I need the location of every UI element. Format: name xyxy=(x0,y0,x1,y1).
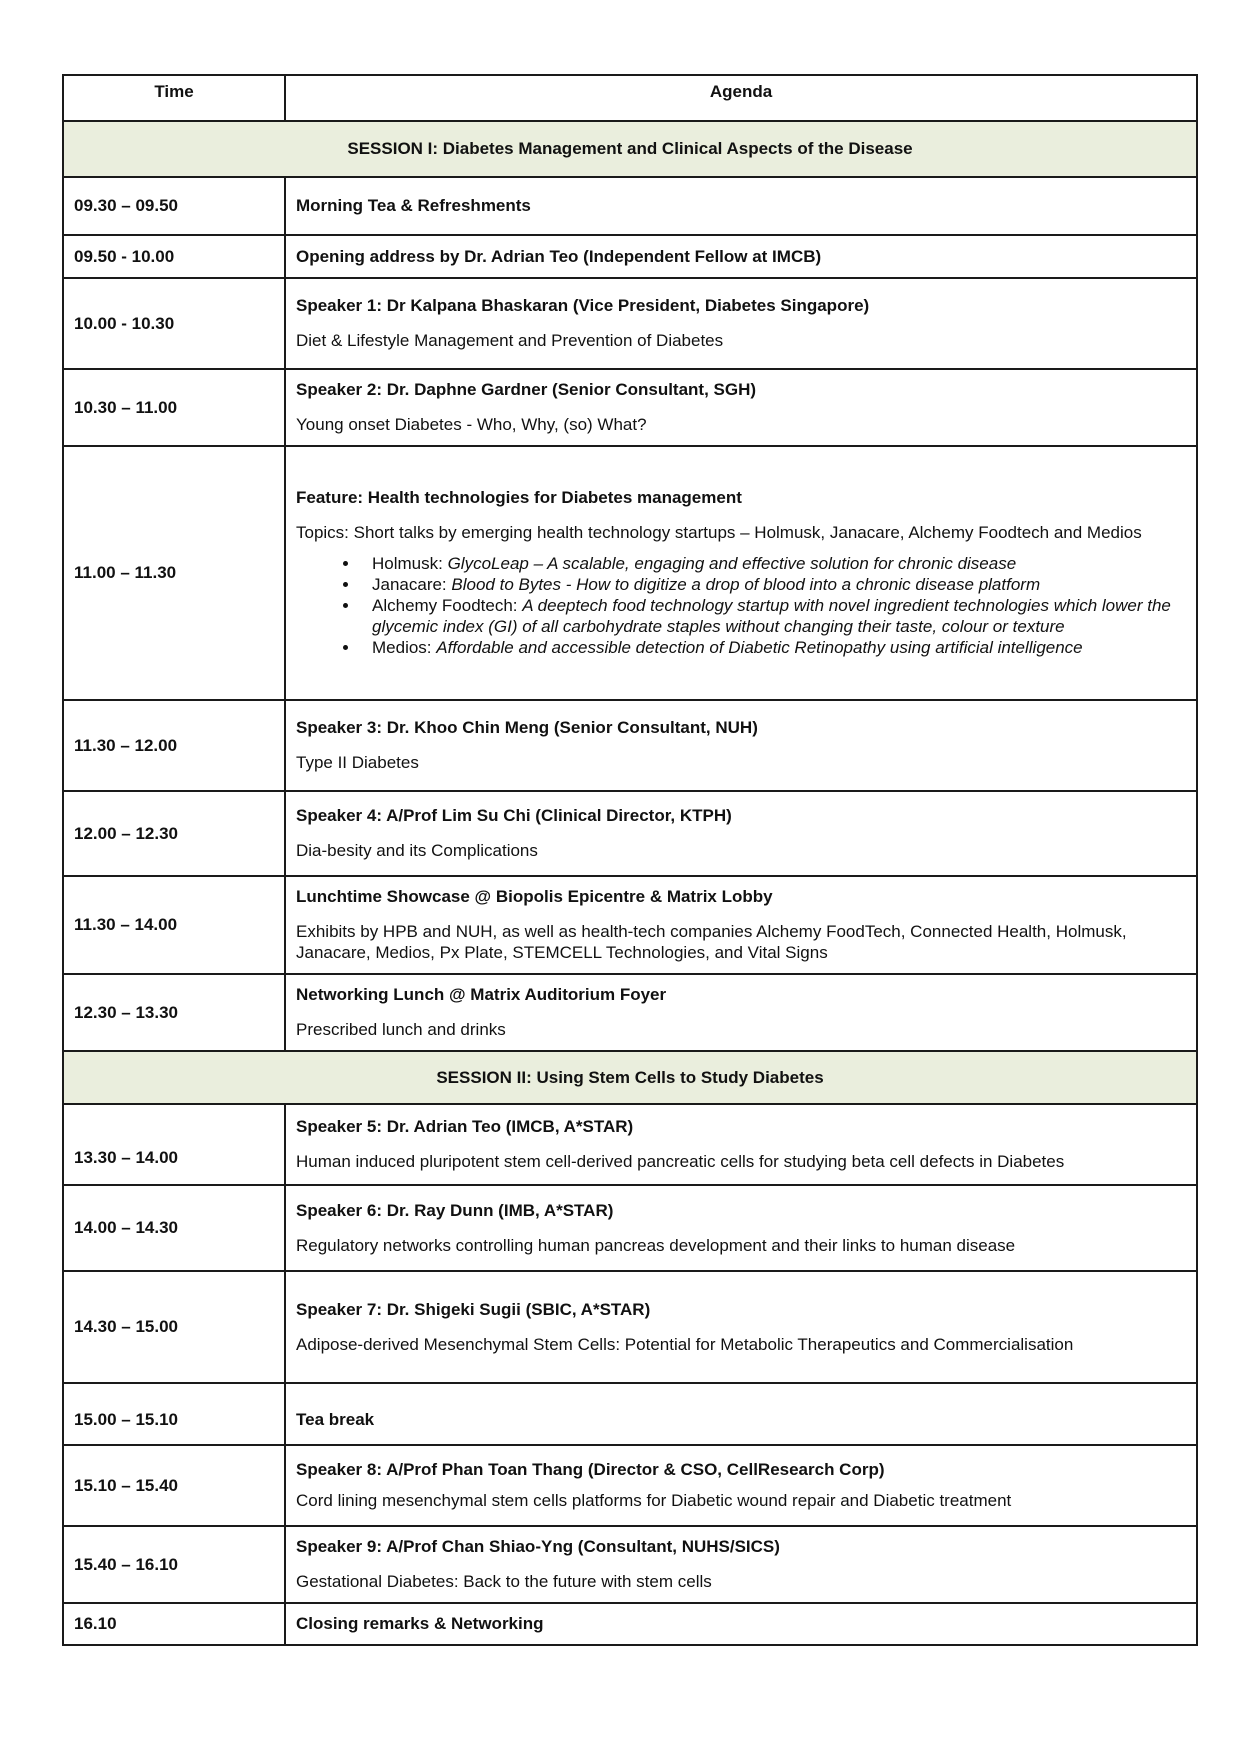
agenda-row xyxy=(63,1445,1197,1526)
row-description: Diet & Lifestyle Management and Prevention of Diabetes xyxy=(296,331,724,350)
header-row xyxy=(63,75,1197,121)
agenda-row xyxy=(63,1185,1197,1271)
row-description: Human induced pluripotent stem cell-derived pancreatic cells for studying beta cell defects in Diabetes xyxy=(296,1152,1065,1171)
row-agenda xyxy=(285,876,1197,974)
row-time: 14.00 – 14.30 xyxy=(63,1185,285,1271)
row-time: 11.00 – 11.30 xyxy=(63,446,285,700)
agenda-row xyxy=(63,1104,1197,1185)
row-title: Speaker 9: A/Prof Chan Shiao-Yng (Consultant, NUHS/SICS) xyxy=(296,1537,780,1556)
row-description: Exhibits by HPB and NUH, as well as health-tech companies Alchemy FoodTech, Connected Health, Holmusk, Janacare, Medios, Px Plate, STEMCELL Technologies, and Vital Signs xyxy=(296,922,1127,962)
agenda-row xyxy=(63,446,1197,700)
list-item: • Alchemy Foodtech: A deeptech food technology startup with novel ingredient technologies which lower the glycemic index (GI) of all carbohydrate staples without changing their taste, colour or texture xyxy=(360,595,1186,637)
row-title: Closing remarks & Networking xyxy=(296,1614,544,1633)
row-title: Morning Tea & Refreshments xyxy=(296,196,531,215)
row-agenda xyxy=(285,1445,1197,1526)
agenda-row xyxy=(63,876,1197,974)
agenda-row xyxy=(63,1383,1197,1445)
row-agenda xyxy=(285,1383,1197,1445)
row-title: Speaker 8: A/Prof Phan Toan Thang (Director & CSO, CellResearch Corp) xyxy=(296,1460,885,1479)
row-title: Networking Lunch @ Matrix Auditorium Foyer xyxy=(296,985,667,1004)
row-title: Speaker 2: Dr. Daphne Gardner (Senior Consultant, SGH) xyxy=(296,380,757,399)
row-time: 09.50 - 10.00 xyxy=(63,235,285,278)
row-title: Speaker 3: Dr. Khoo Chin Meng (Senior Consultant, NUH) xyxy=(296,718,758,737)
row-agenda xyxy=(285,1104,1197,1185)
row-time: 15.00 – 15.10 xyxy=(63,1383,285,1445)
row-description: Type II Diabetes xyxy=(296,753,419,772)
row-time: 09.30 – 09.50 xyxy=(63,177,285,235)
row-title: Tea break xyxy=(296,1410,375,1429)
row-agenda xyxy=(285,369,1197,446)
agenda-row xyxy=(63,177,1197,235)
list-item: • Janacare: Blood to Bytes - How to digitize a drop of blood into a chronic disease platform xyxy=(360,574,1186,595)
row-time: 14.30 – 15.00 xyxy=(63,1271,285,1383)
row-time: 11.30 – 12.00 xyxy=(63,700,285,791)
list-item: • Holmusk: GlycoLeap – A scalable, engaging and effective solution for chronic disease xyxy=(360,553,1186,574)
row-title: Speaker 6: Dr. Ray Dunn (IMB, A*STAR) xyxy=(296,1200,614,1220)
row-title: Feature: Health technologies for Diabetes management xyxy=(296,488,742,507)
agenda-row xyxy=(63,700,1197,791)
row-description: Adipose-derived Mesenchymal Stem Cells: Potential for Metabolic Therapeutics and Commercialisation xyxy=(296,1334,1074,1354)
row-agenda xyxy=(285,278,1197,369)
row-description: Topics: Short talks by emerging health technology startups – Holmusk, Janacare, Alchemy Foodtech and Medios xyxy=(296,523,1142,542)
session-1-title: SESSION I: Diabetes Management and Clinical Aspects of the Disease xyxy=(63,121,1197,177)
row-time: 12.30 – 13.30 xyxy=(63,974,285,1051)
row-description: Young onset Diabetes - Who, Why, (so) What? xyxy=(296,415,647,434)
agenda-row xyxy=(63,1271,1197,1383)
row-agenda xyxy=(285,1526,1197,1603)
row-agenda xyxy=(285,446,1197,700)
row-time: 15.40 – 16.10 xyxy=(63,1526,285,1603)
row-time: 15.10 – 15.40 xyxy=(63,1445,285,1526)
time-header: Time xyxy=(63,75,285,121)
row-agenda xyxy=(285,1271,1197,1383)
row-agenda xyxy=(285,974,1197,1051)
row-time: 16.10 xyxy=(63,1603,285,1645)
row-time: 13.30 – 14.00 xyxy=(63,1104,285,1185)
agenda-row xyxy=(63,278,1197,369)
row-time: 10.00 - 10.30 xyxy=(63,278,285,369)
agenda-row xyxy=(63,974,1197,1051)
row-agenda xyxy=(285,700,1197,791)
row-title: Speaker 1: Dr Kalpana Bhaskaran (Vice President, Diabetes Singapore) xyxy=(296,296,870,315)
row-description: Dia-besity and its Complications xyxy=(296,841,538,860)
list-item: • Medios: Affordable and accessible detection of Diabetic Retinopathy using artificial intelligence xyxy=(360,637,1186,658)
row-time: 10.30 – 11.00 xyxy=(63,369,285,446)
agenda-row xyxy=(63,235,1197,278)
row-description: Regulatory networks controlling human pancreas development and their links to human disease xyxy=(296,1235,1016,1255)
agenda-row xyxy=(63,369,1197,446)
row-title: Speaker 7: Dr. Shigeki Sugii (SBIC, A*STAR) xyxy=(296,1299,651,1319)
row-time: 11.30 – 14.00 xyxy=(63,876,285,974)
row-time: 12.00 – 12.30 xyxy=(63,791,285,876)
row-agenda xyxy=(285,791,1197,876)
row-agenda xyxy=(285,177,1197,235)
agenda-row xyxy=(63,1526,1197,1603)
row-title: Lunchtime Showcase @ Biopolis Epicentre & Matrix Lobby xyxy=(296,887,773,906)
startup-list xyxy=(296,553,1186,658)
session-row xyxy=(63,121,1197,177)
agenda-row xyxy=(63,1603,1197,1645)
session-row xyxy=(63,1051,1197,1104)
row-description: Cord lining mesenchymal stem cells platforms for Diabetic wound repair and Diabetic treatment xyxy=(296,1491,1012,1510)
row-title: Opening address by Dr. Adrian Teo (Independent Fellow at IMCB) xyxy=(296,246,822,266)
agenda-table xyxy=(62,74,1198,1646)
row-title: Speaker 4: A/Prof Lim Su Chi (Clinical Director, KTPH) xyxy=(296,806,732,825)
row-agenda xyxy=(285,1185,1197,1271)
session-2-title: SESSION II: Using Stem Cells to Study Diabetes xyxy=(63,1051,1197,1104)
row-agenda xyxy=(285,1603,1197,1645)
agenda-header: Agenda xyxy=(285,75,1197,121)
row-description: Gestational Diabetes: Back to the future with stem cells xyxy=(296,1572,712,1591)
row-title: Speaker 5: Dr. Adrian Teo (IMCB, A*STAR) xyxy=(296,1117,634,1136)
row-agenda xyxy=(285,235,1197,278)
row-description: Prescribed lunch and drinks xyxy=(296,1020,506,1039)
agenda-row xyxy=(63,791,1197,876)
